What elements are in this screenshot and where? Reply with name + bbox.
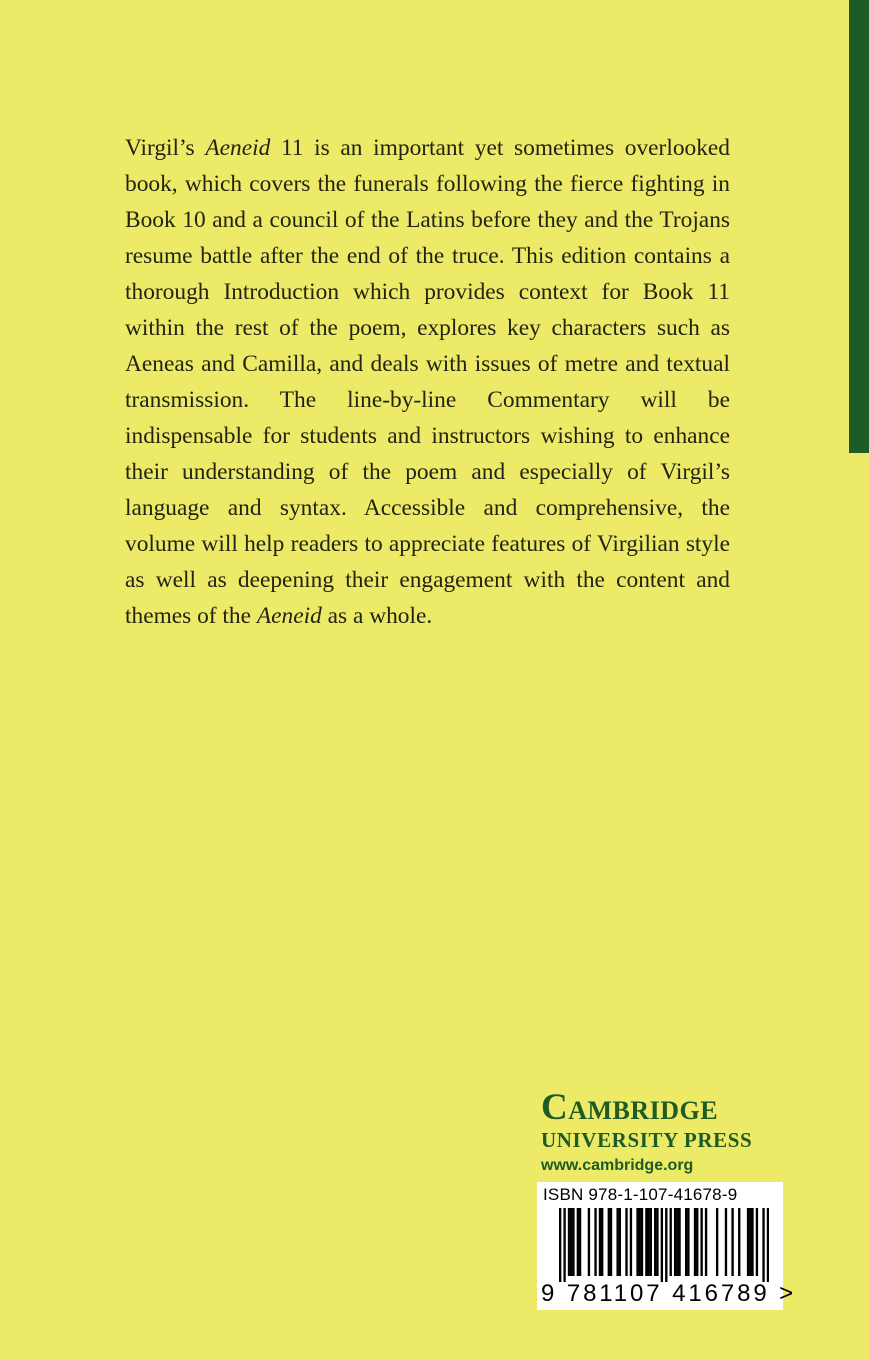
barcode-bar (676, 1208, 678, 1276)
barcode-bar (670, 1208, 672, 1276)
barcode-bar (751, 1208, 753, 1276)
barcode-bar (579, 1208, 581, 1276)
publisher-logo (541, 1088, 841, 1180)
barcode-bar (630, 1208, 632, 1276)
barcode-bar (738, 1208, 740, 1276)
blurb-text-1: Virgil’s (125, 135, 206, 161)
barcode-bar (625, 1208, 627, 1276)
barcode-bar (577, 1208, 579, 1276)
barcode-bar (599, 1208, 601, 1276)
barcode-bar (616, 1208, 618, 1276)
barcode-bar (696, 1208, 698, 1276)
blurb-text-3: as a whole. (321, 603, 433, 629)
barcode-bar (756, 1208, 758, 1276)
barcode-bar (650, 1208, 652, 1276)
barcode-bar (747, 1208, 749, 1276)
barcode-bar (700, 1208, 702, 1276)
barcode-bar (639, 1208, 641, 1276)
back-cover-blurb (125, 130, 730, 634)
barcode-bar (694, 1208, 696, 1276)
barcode-bar (608, 1208, 610, 1276)
blurb-title-italic-1: Aeneid (205, 135, 271, 161)
publisher-name: Cambridge (541, 1087, 719, 1128)
barcode-bar (559, 1208, 561, 1282)
barcode-bar (687, 1208, 689, 1276)
barcode-bar (716, 1208, 718, 1276)
barcode-bar (601, 1208, 603, 1276)
barcode-bar (678, 1208, 680, 1276)
publisher-subtitle: UNIVERSITY PRESS (541, 1128, 753, 1152)
blurb-text-2: 11 is an important yet sometimes overlooked book, which covers the funerals following the fierce fighting in Book 10 and a council of the Latins before they and the Trojans resume battle after the end of the truce. This edition contains a thorough Introduction which provides context for Book 11 within the rest of the poem, explores key characters such as Aeneas and Camilla, and deals with issues of metre and textual transmission. The line-by-line Commentary will be indispensable for students and instructors wishing to enhance their understanding of the poem and especially of Virgil’s language and syntax. Accessible and comprehensive, the volume will help readers to appreciate features of Virgilian style as well as deepening their engagement with the content and themes of the (125, 135, 730, 629)
barcode-bar (645, 1208, 647, 1276)
barcode-bar (731, 1208, 733, 1276)
barcode-bar (568, 1208, 570, 1276)
barcode-bar (654, 1208, 656, 1276)
barcode-bar (572, 1208, 574, 1276)
barcode-bar (767, 1208, 769, 1282)
barcode-bar (636, 1208, 638, 1276)
isbn-label: ISBN 978-1-107-41678-9 (543, 1185, 738, 1204)
barcode-bar (610, 1208, 612, 1276)
barcode-bar (674, 1208, 676, 1276)
barcode-bar (762, 1208, 764, 1282)
barcode-bar (563, 1208, 565, 1282)
barcode-bar (619, 1208, 621, 1276)
barcode-bar (656, 1208, 658, 1276)
barcode-bar (588, 1208, 590, 1276)
barcode-bar (661, 1208, 663, 1282)
spine-color-strip (849, 0, 869, 453)
barcode-bars (559, 1208, 769, 1282)
barcode-graphic (559, 1208, 769, 1282)
barcode-bar (749, 1208, 751, 1276)
barcode-bar (570, 1208, 572, 1276)
publisher-url[interactable]: www.cambridge.org (541, 1157, 694, 1174)
barcode-bar (594, 1208, 596, 1276)
isbn-barcode (537, 1182, 797, 1310)
blurb-title-italic-2: Aeneid (256, 603, 322, 629)
barcode-number: 9 781107 416789 > (541, 1280, 797, 1307)
barcode-bar (685, 1208, 687, 1276)
barcode-bar (647, 1208, 649, 1276)
barcode-bar (665, 1208, 667, 1282)
barcode-bar (705, 1208, 707, 1276)
barcode-bar (641, 1208, 643, 1276)
barcode-bar (725, 1208, 727, 1276)
